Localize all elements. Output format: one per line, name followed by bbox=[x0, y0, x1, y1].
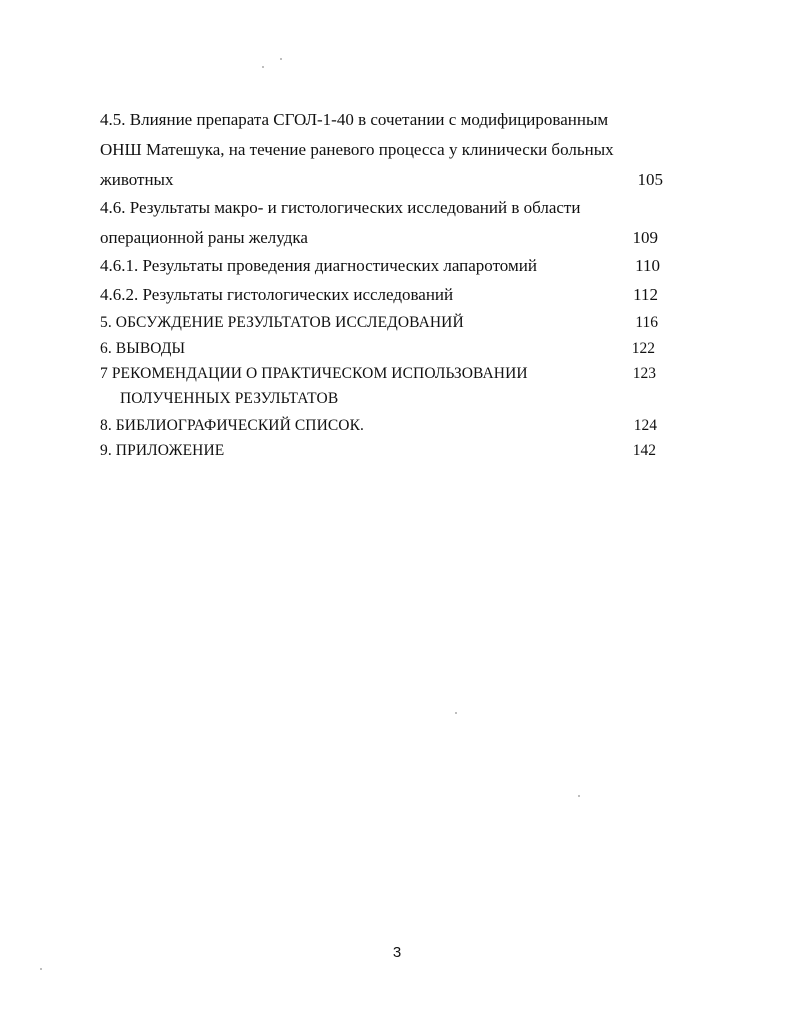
toc-entry-6: 6. ВЫВОДЫ bbox=[100, 340, 186, 357]
toc-entry-7-line-1: 7 РЕКОМЕНДАЦИИ О ПРАКТИЧЕСКОМ ИСПОЛЬЗОВАНИИ bbox=[100, 365, 528, 382]
toc-entry-8-page: 124 bbox=[633, 417, 657, 434]
toc-entry-4-6-page: 109 bbox=[632, 228, 658, 247]
toc-entry-4-6-1-page: 110 bbox=[635, 256, 660, 275]
scan-speck bbox=[262, 66, 264, 68]
page-number: 3 bbox=[392, 944, 402, 961]
toc-entry-9: 9. ПРИЛОЖЕНИЕ bbox=[100, 442, 225, 459]
scan-speck bbox=[40, 968, 42, 970]
scan-speck bbox=[280, 58, 282, 60]
toc-entry-4-5-line-2: ОНШ Матешука, на течение раневого процесса у клинически больных bbox=[100, 140, 614, 159]
scan-speck bbox=[455, 712, 457, 714]
toc-entry-4-6-line-2: операционной раны желудка bbox=[100, 228, 308, 247]
toc-entry-8: 8. БИБЛИОГРАФИЧЕСКИЙ СПИСОК. bbox=[100, 417, 365, 434]
toc-entry-4-5-page: 105 bbox=[637, 170, 663, 189]
toc-entry-4-5-line-3: животных bbox=[100, 170, 174, 189]
toc-entry-7-line-2: ПОЛУЧЕННЫХ РЕЗУЛЬТАТОВ bbox=[120, 390, 339, 407]
toc-entry-6-page: 122 bbox=[631, 340, 655, 357]
toc-entry-4-5-line-1: 4.5. Влияние препарата СГОЛ-1-40 в сочетании с модифицированным bbox=[100, 110, 609, 129]
toc-entry-7-page: 123 bbox=[632, 365, 656, 382]
toc-entry-5-page: 116 bbox=[635, 314, 658, 331]
toc-entry-4-6-2: 4.6.2. Результаты гистологических исследований bbox=[100, 285, 454, 304]
toc-entry-4-6-1: 4.6.1. Результаты проведения диагностических лапаротомий bbox=[100, 256, 537, 275]
toc-entry-4-6-2-page: 112 bbox=[633, 285, 658, 304]
toc-entry-4-6-line-1: 4.6. Результаты макро- и гистологических исследований в области bbox=[100, 198, 581, 217]
toc-entry-5: 5. ОБСУЖДЕНИЕ РЕЗУЛЬТАТОВ ИССЛЕДОВАНИЙ bbox=[100, 314, 464, 331]
toc-entry-9-page: 142 bbox=[632, 442, 656, 459]
scan-speck bbox=[578, 795, 580, 797]
